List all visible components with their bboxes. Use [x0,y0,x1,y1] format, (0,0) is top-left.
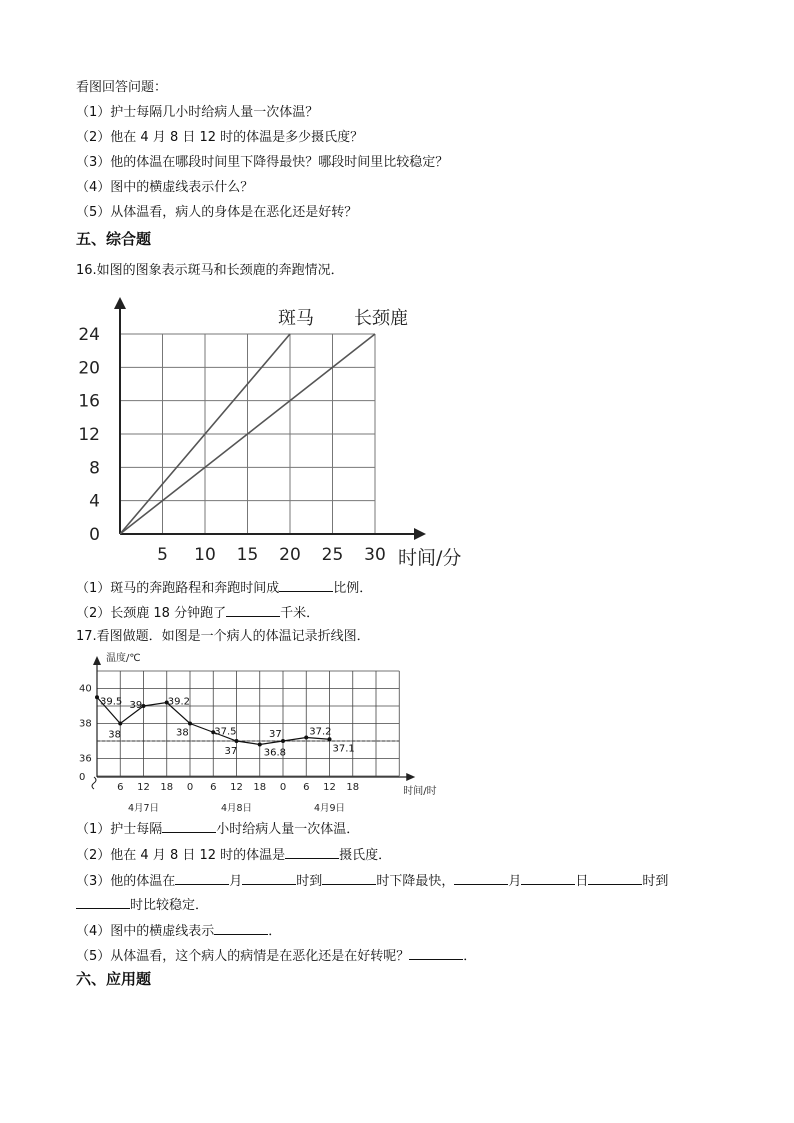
data-label: 38 [108,729,121,741]
q17-sub3-text: 日 [575,874,589,889]
q16-stem: 16.如图的图象表示斑马和长颈鹿的奔跑情况． [76,263,344,278]
x-tick-label: 12 [230,782,243,793]
answer-blank[interactable] [279,578,333,592]
race-chart [70,292,480,574]
y-tick-label: 8 [89,458,100,479]
x-tick-label: 20 [279,545,301,565]
q17-sub3 [76,871,668,891]
q17-sub4 [76,921,281,941]
y-tick-label: 0 [89,525,100,545]
y-tick-label: 0 [79,772,86,783]
intro-question-2: （2）他在 4 月 8 日 12 时的体温是多少摄氏度？ [76,130,364,145]
y-tick-label: 36 [79,753,92,765]
y-tick-label: 12 [78,425,100,446]
q17-sub2-suffix: 摄氏度． [339,848,392,863]
data-label: 37 [269,729,282,740]
data-label: 39 [129,700,143,711]
answer-blank[interactable] [588,871,642,885]
y-tick-label: 4 [89,491,100,512]
x-tick-label: 6 [303,782,310,793]
x-tick-label: 30 [364,545,386,565]
answer-blank[interactable] [76,895,130,909]
data-label: 39.5 [100,696,123,708]
x-axis-arrow [406,773,415,781]
q17-sub1 [76,819,359,839]
data-label: 36.8 [263,747,287,759]
answer-blank[interactable] [409,946,463,960]
x-axis-label: 时间/时 [403,786,437,797]
q17-sub4-prefix: （4）图中的横虚线表示 [76,924,215,939]
data-label: 37.5 [214,726,237,738]
data-label: 38 [176,727,189,739]
y-axis-label: 温度/℃ [106,653,141,664]
data-point [328,737,332,741]
y-tick-label: 24 [78,325,100,346]
x-tick-label: 6 [117,782,124,793]
y-axis-arrow [114,297,126,309]
data-label: 37.2 [309,726,332,738]
q16-sub2-suffix: 千米． [280,606,320,621]
x-tick-label: 18 [346,782,360,793]
intro-question-1: （1）护士每隔几小时给病人量一次体温？ [76,105,319,120]
q17-stem: 17.看图做题．如图是一个病人的体温记录折线图． [76,629,370,644]
answer-blank[interactable] [322,871,376,885]
x-tick-label: 18 [253,782,267,793]
data-label: 39.2 [167,696,191,708]
data-point [95,695,99,699]
x-tick-label: 5 [157,545,168,565]
q17-sub3-text: 时到 [296,874,323,889]
q16-sub2 [76,603,319,623]
x-axis-label: 时间/分 [398,547,462,569]
date-label: 4月8日 [220,803,253,814]
data-point [258,743,262,747]
x-tick-label: 12 [323,782,336,793]
axis-break-mark [92,777,96,789]
q17-sub1-suffix: 小时给病人量一次体温． [216,822,360,837]
x-tick-label: 0 [279,782,287,793]
data-point [188,722,192,726]
q17-sub5-suffix: ． [463,949,477,964]
q17-sub3-text: （3）他的体温在 [76,874,176,889]
answer-blank[interactable] [162,819,216,833]
x-tick-label: 12 [137,782,150,793]
q17-sub3-text: 月 [229,874,243,889]
data-label: 37.1 [332,743,355,755]
answer-blank[interactable] [285,845,339,859]
q16-sub1 [76,578,372,598]
answer-blank[interactable] [242,871,296,885]
intro-question-5: （5）从体温看，病人的身体是在恶化还是好转？ [76,205,358,220]
y-tick-label: 16 [78,391,100,412]
date-label: 4月7日 [127,803,160,814]
q17-sub5 [76,946,476,966]
x-tick-label: 18 [160,782,174,793]
answer-blank[interactable] [214,921,268,935]
answer-blank[interactable] [521,871,575,885]
series-label: 斑马 [278,308,314,330]
x-tick-label: 25 [321,545,344,565]
q16-sub1-prefix: （1）斑马的奔跑路程和奔跑时间成 [76,581,280,596]
data-label: 37 [224,746,238,757]
q17-sub4-suffix: ． [268,924,282,939]
section-6-heading: 六、应用题 [76,970,152,988]
answer-blank[interactable] [454,871,508,885]
q17-sub3-text: 时下降最快， [376,874,455,889]
q17-sub2 [76,845,391,865]
q17-sub3-cont [76,895,208,915]
q17-sub2-prefix: （2）他在 4 月 8 日 12 时的体温是 [76,848,286,863]
y-tick-label: 38 [79,718,92,730]
x-tick-label: 0 [186,782,194,793]
y-tick-label: 20 [78,358,100,379]
data-point [235,739,239,743]
series-label: 长颈鹿 [354,308,408,330]
y-axis-arrow [93,656,101,665]
y-tick-label: 40 [79,683,92,695]
q17-sub3-text: 时到 [642,874,669,889]
x-axis-arrow [414,528,426,540]
intro-question-3: （3）他的体温在哪段时间里下降得最快？哪段时间里比较稳定？ [76,155,449,170]
answer-blank[interactable] [226,603,280,617]
section-5-heading: 五、综合题 [76,230,152,248]
q17-sub3-text: 时比较稳定． [130,898,209,913]
q17-sub1-prefix: （1）护士每隔 [76,822,163,837]
temperature-chart [76,648,437,820]
date-label: 4月9日 [313,803,346,814]
x-tick-label: 10 [194,545,216,565]
q17-sub3-text: 月 [508,874,522,889]
answer-blank[interactable] [175,871,229,885]
intro-title: 看图回答问题： [76,80,168,95]
data-point [118,722,122,726]
data-point [304,736,308,740]
x-tick-label: 6 [210,782,217,793]
x-tick-label: 15 [236,545,259,565]
q16-sub2-prefix: （2）长颈鹿 18 分钟跑了 [76,606,227,621]
intro-question-4: （4）图中的横虚线表示什么？ [76,180,254,195]
q16-sub1-suffix: 比例． [333,581,373,596]
q17-sub5-prefix: （5）从体温看，这个病人的病情是在恶化还是在好转呢？ [76,949,410,964]
